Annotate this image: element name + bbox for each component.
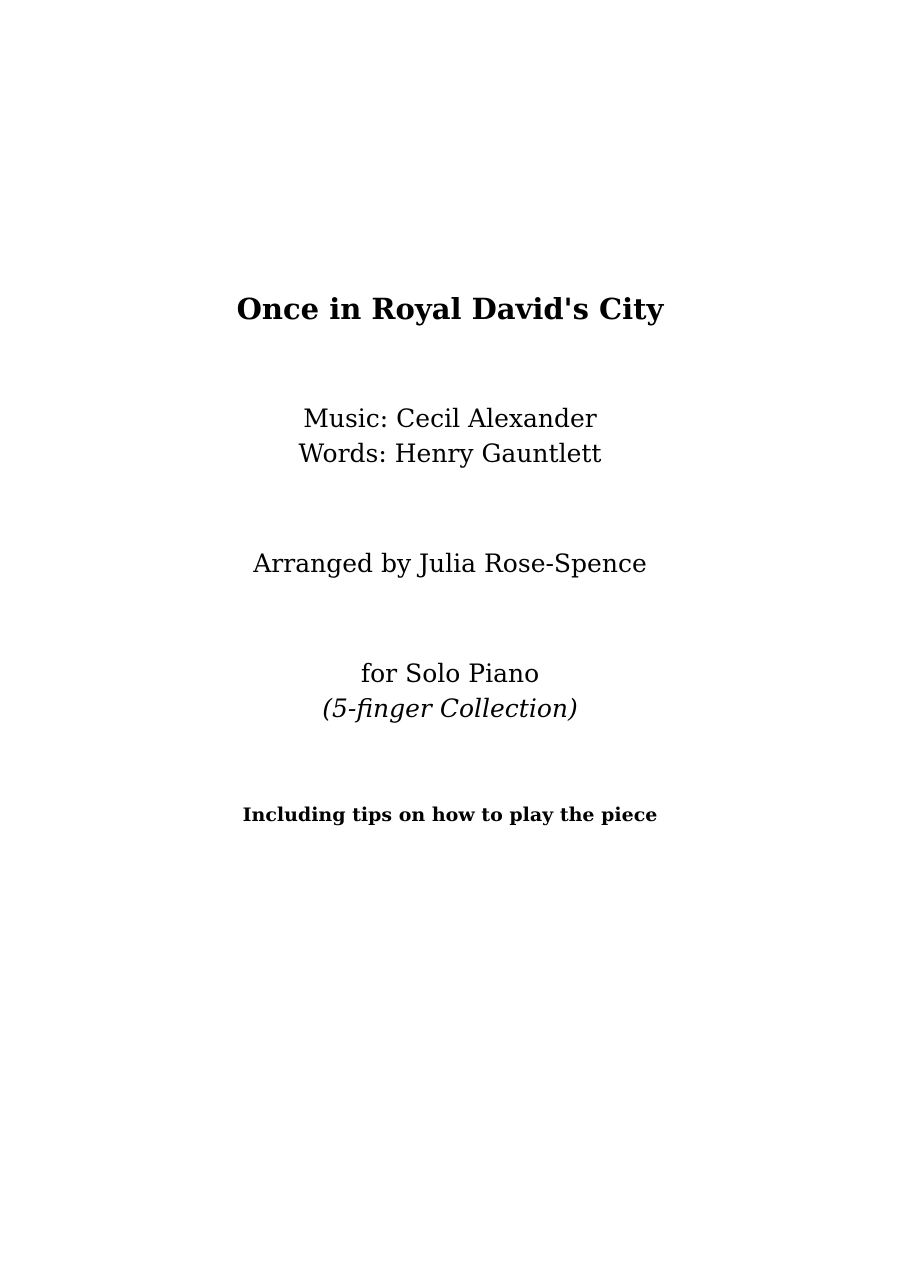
arranger-credit: Arranged by Julia Rose-Spence: [253, 549, 647, 578]
music-credit: Music: Cecil Alexander: [303, 404, 597, 433]
collection-name: (5-finger Collection): [322, 694, 578, 723]
instrumentation: for Solo Piano: [360, 659, 540, 688]
tips-note: Including tips on how to play the piece: [242, 804, 658, 826]
words-credit: Words: Henry Gauntlett: [298, 439, 602, 468]
piece-title: Once in Royal David's City: [236, 292, 664, 326]
